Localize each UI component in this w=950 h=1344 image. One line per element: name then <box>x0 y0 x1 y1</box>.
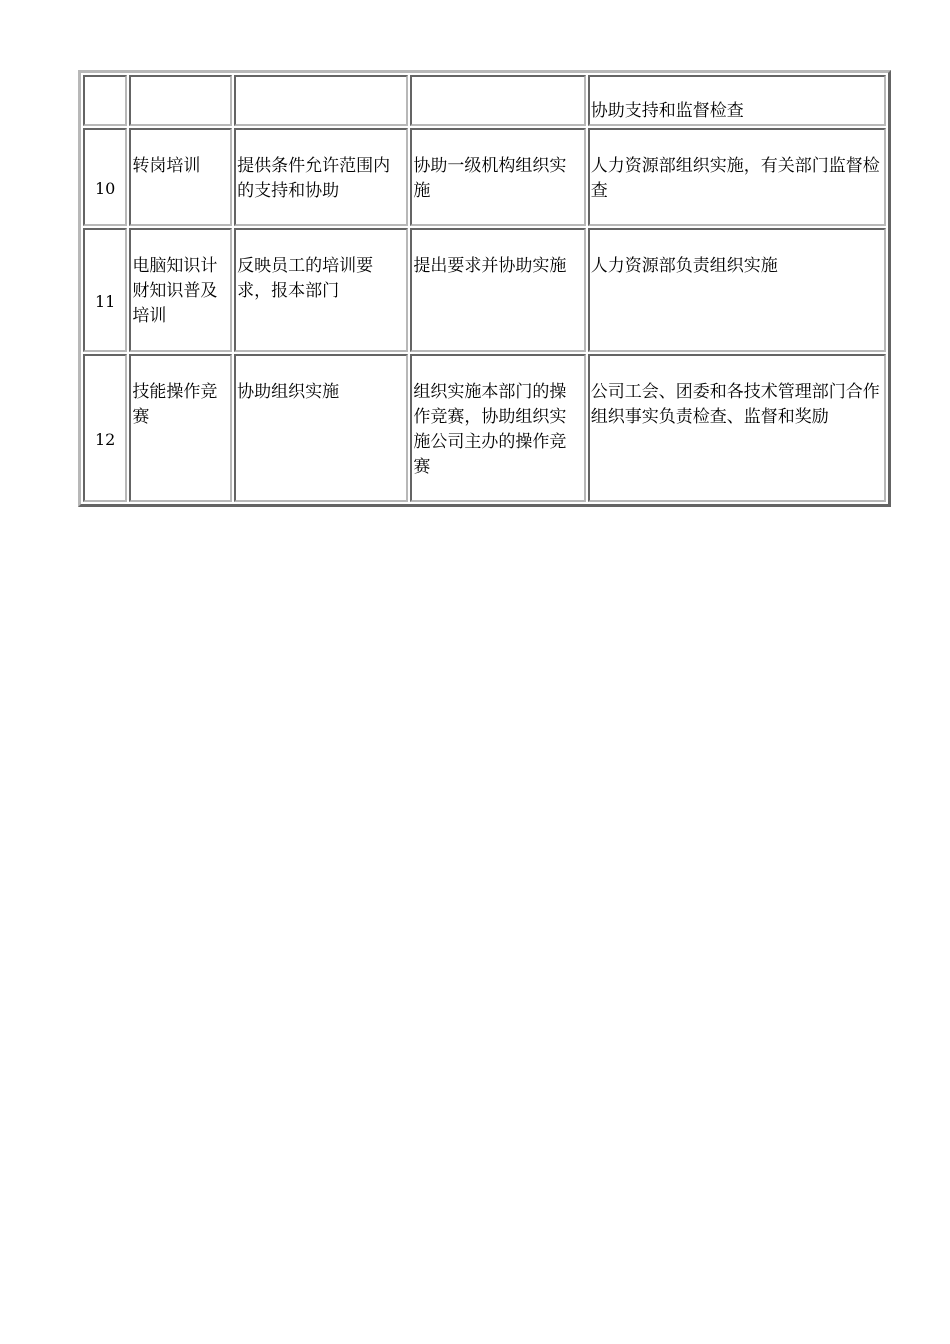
cell-col5: 人力资源部负责组织实施 <box>588 228 886 352</box>
cell-item: 技能操作竞赛 <box>129 354 232 502</box>
cell-col4: 提出要求并协助实施 <box>410 228 585 352</box>
cell-col3: 协助组织实施 <box>234 354 408 502</box>
cell-col5: 公司工会、团委和各技术管理部门合作组织事实负责检查、监督和奖励 <box>588 354 886 502</box>
table-row <box>83 128 886 226</box>
cell-col5: 人力资源部组织实施，有关部门监督检查 <box>588 128 886 226</box>
cell-col4 <box>410 75 585 126</box>
responsibility-table <box>78 70 891 507</box>
cell-item: 电脑知识计财知识普及培训 <box>129 228 232 352</box>
cell-col3: 反映员工的培训要求，报本部门 <box>234 228 408 352</box>
cell-col3 <box>234 75 408 126</box>
cell-number <box>83 75 127 126</box>
cell-number: 11 <box>83 228 127 352</box>
cell-number: 10 <box>83 128 127 226</box>
cell-item <box>129 75 232 126</box>
cell-item: 转岗培训 <box>129 128 232 226</box>
table-row-continuation <box>83 75 886 126</box>
cell-col4: 协助一级机构组织实施 <box>410 128 585 226</box>
cell-col3: 提供条件允许范围内的支持和协助 <box>234 128 408 226</box>
table-row <box>83 354 886 502</box>
cell-col4: 组织实施本部门的操作竞赛，协助组织实施公司主办的操作竞赛 <box>410 354 585 502</box>
cell-number: 12 <box>83 354 127 502</box>
cell-col5: 协助支持和监督检查 <box>588 75 886 126</box>
table-row <box>83 228 886 352</box>
